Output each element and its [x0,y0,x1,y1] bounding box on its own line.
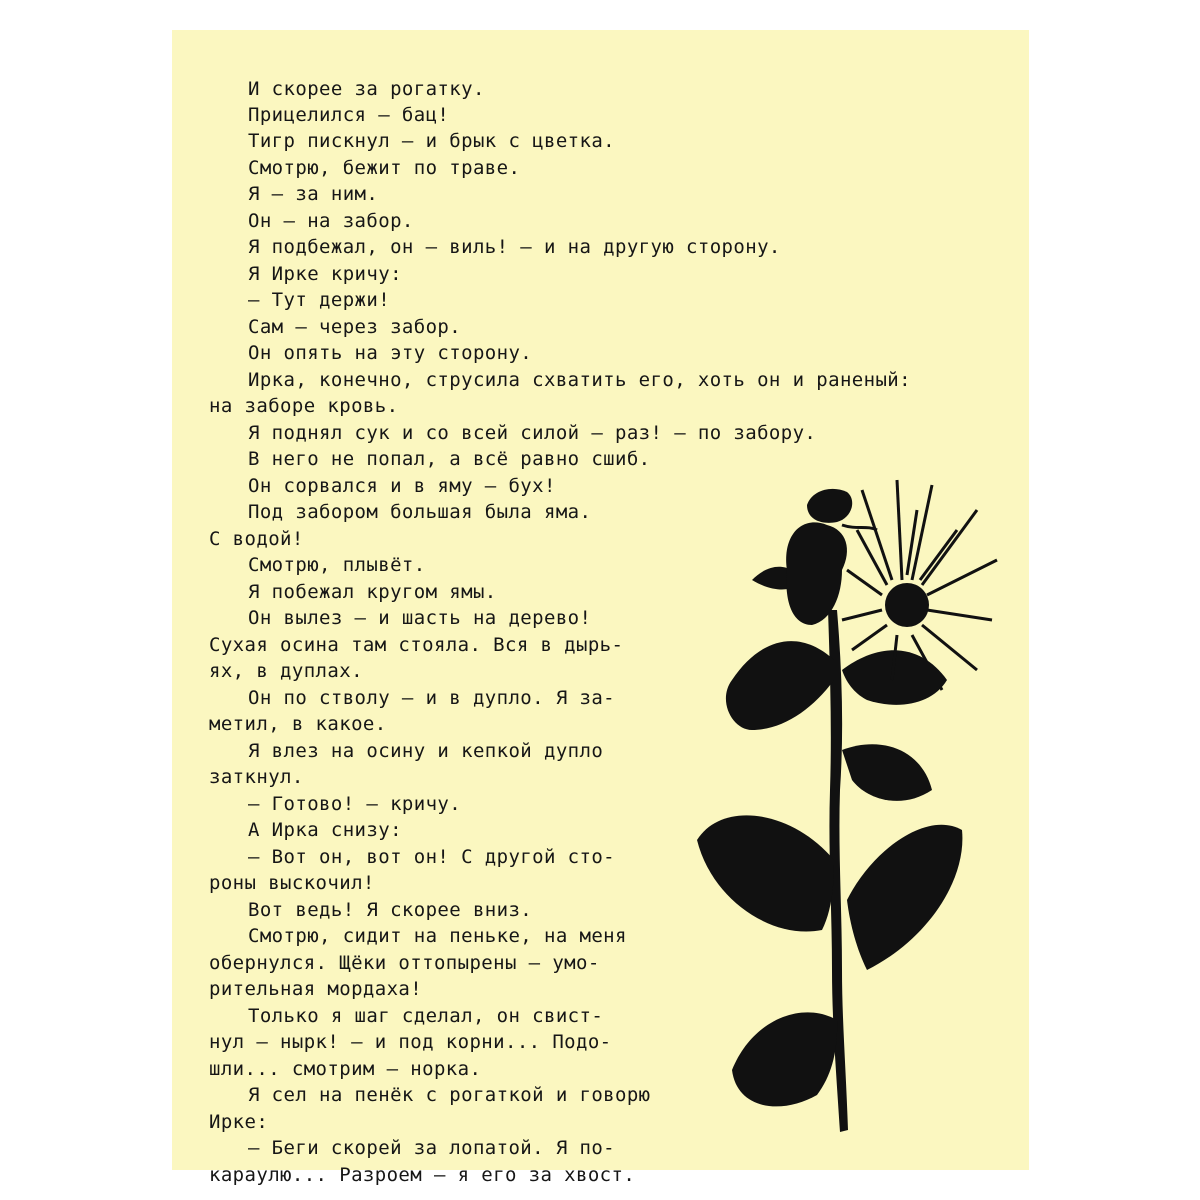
text-line: шли... смотрим — норка. [209,1058,482,1080]
text-line: — Готово! — кричу. [248,793,462,815]
text-line: Он сорвался и в яму — бух! [248,475,556,497]
text-line: Я сел на пенёк с рогаткой и говорю [248,1084,651,1106]
text-line: Сухая осина там стояла. Вся в дырь- [209,634,624,656]
text-line: Смотрю, бежит по траве. [248,157,521,179]
text-line: обернулся. Щёки оттопырены — умо- [209,952,600,974]
text-line: Смотрю, плывёт. [248,554,426,576]
text-line: — Тут держи! [248,289,391,311]
text-line: Вот ведь! Я скорее вниз. [248,899,533,921]
text-line: Я побежал кругом ямы. [248,581,497,603]
text-line: на заборе кровь. [209,395,399,417]
text-line: Ирке: [209,1111,269,1133]
text-line: Я подбежал, он — виль! — и на другую сторону. [248,236,781,258]
text-line: С водой! [209,528,304,550]
text-line: Сам — через забор. [248,316,462,338]
text-line: караулю... Разроем — я его за хвост. [209,1164,636,1186]
text-line: ях, в дуплах. [209,660,363,682]
text-line: Ирка, конечно, струсила схватить его, хоть он и раненый: [248,369,911,391]
text-line: Я влез на осину и кепкой дупло [248,740,604,762]
text-line: Только я шаг сделал, он свист- [248,1005,604,1027]
text-line: Тигр пискнул — и брык с цветка. [248,130,616,152]
sunflower-chipmunk-illustration [692,430,1022,1160]
text-line: роны выскочил! [209,872,375,894]
text-line: В него не попал, а всё равно сшиб. [248,448,651,470]
text-line: рительная мордаха! [209,978,423,1000]
text-line: Он вылез — и шасть на дерево! [248,607,592,629]
text-line: — Вот он, вот он! С другой сто- [248,846,616,868]
text-line: заткнул. [209,766,304,788]
book-page [172,30,1029,1186]
text-line: Прицелился — бац! [248,104,450,126]
text-line: Он — на забор. [248,210,414,232]
text-line: Смотрю, сидит на пеньке, на меня [248,925,627,947]
text-line: метил, в какое. [209,713,387,735]
text-line: нул — нырк! — и под корни... Подо- [209,1031,612,1053]
text-line: Я — за ним. [248,183,379,205]
text-line: — Беги скорей за лопатой. Я по- [248,1137,616,1159]
text-line: И скорее за рогатку. [248,78,485,100]
text-line: Он опять на эту сторону. [248,342,533,364]
text-line: Под забором большая была яма. [248,501,592,523]
text-line: А Ирка снизу: [248,819,402,841]
text-line: Я Ирке кричу: [248,263,402,285]
text-line: Я поднял сук и со всей силой — раз! — по забору. [248,422,817,444]
text-line: Он по стволу — и в дупло. Я за- [248,687,616,709]
